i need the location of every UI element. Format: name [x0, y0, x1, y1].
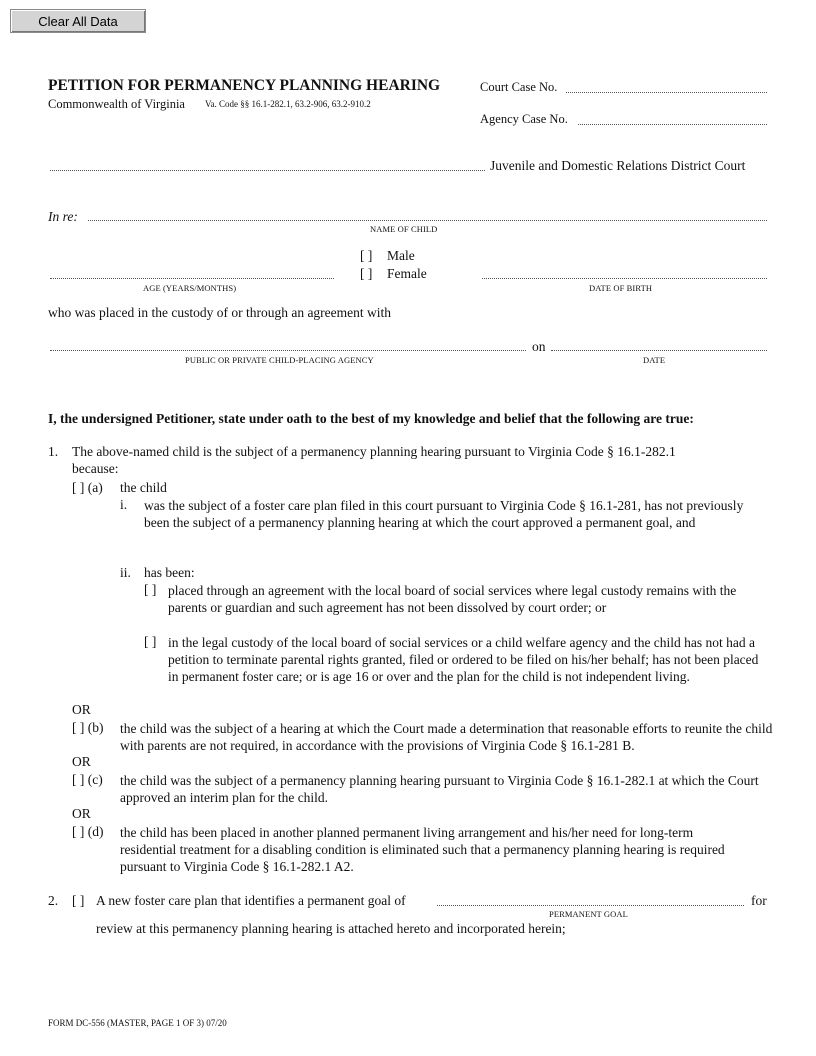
court-case-field[interactable] — [566, 92, 767, 93]
form-title: PETITION FOR PERMANENCY PLANNING HEARING — [48, 77, 441, 94]
item-1-text-line2: because: — [72, 461, 119, 476]
sub-ii-marker: ii. — [120, 565, 131, 580]
item-1-number: 1. — [48, 444, 59, 459]
on-label: on — [532, 339, 546, 354]
in-re-label: In re: — [48, 209, 78, 224]
or-label-3: OR — [72, 806, 91, 821]
court-case-label: Court Case No. — [480, 80, 558, 94]
option-d-checkbox[interactable]: [ ] (d) — [72, 824, 104, 839]
dob-field[interactable] — [482, 278, 767, 279]
or-label-1: OR — [72, 702, 91, 717]
sub-i-marker: i. — [120, 497, 128, 512]
oath-statement: I, the undersigned Petitioner, state under oath to the best of my knowledge and belief that the following are true: — [48, 411, 694, 426]
male-checkbox[interactable]: [ ] — [360, 248, 373, 263]
female-checkbox[interactable]: [ ] — [360, 266, 373, 281]
court-label: Juvenile and Domestic Relations District Court — [490, 158, 746, 173]
sub-ii-text: has been: — [144, 565, 195, 580]
age-caption: AGE (YEARS/MONTHS) — [143, 283, 237, 293]
permanent-goal-field[interactable] — [437, 905, 744, 906]
female-label: Female — [387, 266, 427, 281]
option-a-checkbox[interactable]: [ ] (a) — [72, 480, 103, 495]
option-b-checkbox[interactable]: [ ] (b) — [72, 720, 104, 735]
option-d-text: the child has been placed in another planned permanent living arrangement and his/her need for long-term residential treatment for a disabling condition is eliminated such that a permanency planning hearing is required pursuant to Virginia Code § 16.1-282.1 A2. — [120, 825, 725, 874]
agency-case-field[interactable] — [578, 124, 767, 125]
agency-case-label: Agency Case No. — [480, 112, 568, 126]
agency-field[interactable] — [50, 350, 526, 351]
item-2-checkbox[interactable]: [ ] — [72, 893, 85, 908]
agency-caption: PUBLIC OR PRIVATE CHILD-PLACING AGENCY — [185, 355, 374, 365]
commonwealth-label: Commonwealth of Virginia — [48, 97, 185, 111]
option-b-text: the child was the subject of a hearing at which the Court made a determination that reasonable efforts to reunite the child with parents are not required, in accordance with the provisions of Virginia Code § 16.1-281 B. — [120, 721, 773, 753]
ii-option-1-text: placed through an agreement with the local board of social services where legal custody remains with the parents or guardian and such agreement has not been dissolved by court order; or — [168, 583, 737, 615]
code-reference: Va. Code §§ 16.1-282.1, 63.2-906, 63.2-910.2 — [205, 99, 371, 109]
male-label: Male — [387, 248, 415, 263]
form-footer: FORM DC-556 (MASTER, PAGE 1 OF 3) 07/20 — [48, 1018, 227, 1028]
option-c-checkbox[interactable]: [ ] (c) — [72, 772, 103, 787]
item-2-text: A new foster care plan that identifies a permanent goal of — [96, 893, 406, 908]
date-caption: DATE — [643, 355, 666, 365]
option-a-text: the child — [120, 480, 167, 495]
goal-caption: PERMANENT GOAL — [549, 909, 628, 919]
dob-caption: DATE OF BIRTH — [589, 283, 653, 293]
item-2-text-line2: review at this permanency planning hearing is attached hereto and incorporated herein; — [96, 921, 566, 936]
or-label-2: OR — [72, 754, 91, 769]
clear-all-data-button[interactable]: Clear All Data — [10, 9, 146, 33]
for-label: for — [751, 893, 767, 908]
option-c-text: the child was the subject of a permanency planning hearing pursuant to Virginia Code § 16.1-282.1 at which the Court approved an interim plan for the child. — [120, 773, 759, 805]
child-name-field[interactable] — [88, 220, 767, 221]
child-name-caption: NAME OF CHILD — [370, 224, 438, 234]
ii-option-2-checkbox[interactable]: [ ] — [144, 634, 157, 649]
placed-text: who was placed in the custody of or through an agreement with — [48, 305, 392, 320]
item-2-number: 2. — [48, 893, 59, 908]
item-1-text-line1: The above-named child is the subject of a permanency planning hearing pursuant to Virginia Code § 16.1-282.1 — [72, 444, 676, 459]
court-name-field[interactable] — [50, 170, 485, 171]
sub-i-text: was the subject of a foster care plan filed in this court pursuant to Virginia Code § 16.1-281, has not previously been the subject of a permanency planning hearing at which the court approved a permanent goal, and — [144, 498, 744, 530]
ii-option-2-text: in the legal custody of the local board of social services or a child welfare agency and the child has not had a petition to terminate parental rights granted, filed or ordered to be filed on his/her behalf; has not been placed in permanent foster care; or is age 16 or over and the plan for the child is not independent living. — [168, 635, 759, 684]
placement-date-field[interactable] — [551, 350, 767, 351]
ii-option-1-checkbox[interactable]: [ ] — [144, 582, 157, 597]
age-field[interactable] — [50, 278, 334, 279]
